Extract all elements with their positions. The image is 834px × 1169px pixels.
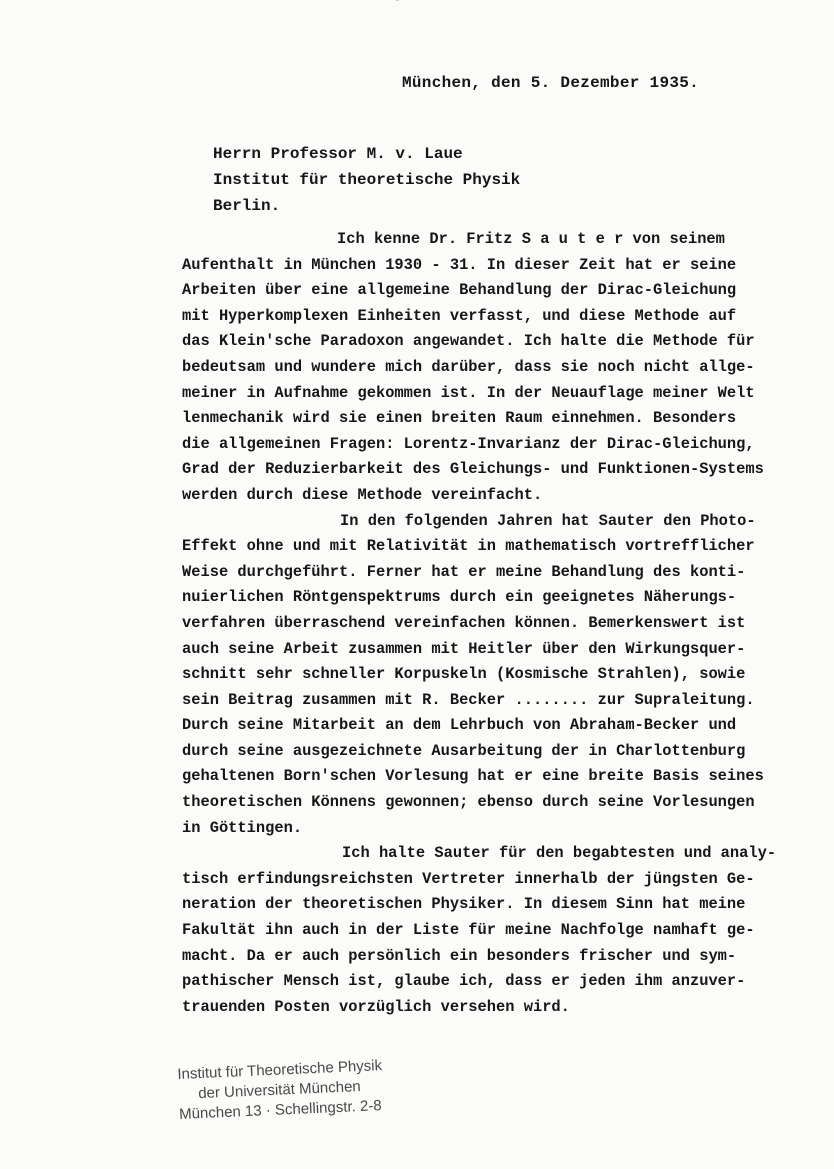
- body-line: in Göttingen.: [182, 818, 303, 837]
- body-line: nuierlichen Röntgenspektrums durch ein geeignetes Näherungs-: [182, 588, 737, 607]
- body-line: neration der theoretischen Physiker. In diesem Sinn hat meine: [182, 895, 746, 914]
- body-line: In den folgenden Jahren hat Sauter den Photo-: [340, 511, 756, 530]
- body-line: macht. Da er auch persönlich ein besonders frischer und sym-: [182, 946, 737, 965]
- body-line: lenmechanik wird sie einen breiten Raum einnehmen. Besonders: [182, 409, 737, 428]
- body-line: das Klein'sche Paradoxon angewandet. Ich halte die Methode für: [182, 332, 755, 351]
- body-line: Fakultät ihn auch in der Liste für meine Nachfolge namhaft ge-: [182, 921, 755, 940]
- body-line: werden durch diese Methode vereinfacht.: [182, 485, 543, 504]
- stamp-line: der Universität München: [197, 1078, 362, 1103]
- body-line: bedeutsam und wundere mich darüber, dass sie noch nicht allge-: [182, 357, 755, 376]
- body-line: trauenden Posten vorzüglich versehen wird.: [182, 997, 570, 1016]
- institute-stamp: [177, 1056, 384, 1125]
- body-line: Ich kenne Dr. Fritz S a u t e r von seinem: [337, 230, 725, 248]
- address-line: Herrn Professor M. v. Laue: [213, 145, 463, 163]
- body-line: meiner in Aufnahme gekommen ist. In der Neuauflage meiner Welt: [182, 383, 755, 402]
- body-line: auch seine Arbeit zusammen mit Heitler über den Wirkungsquer-: [182, 639, 746, 658]
- body-line: theoretischen Könnens gewonnen; ebenso durch seine Vorlesungen: [182, 793, 755, 812]
- letter-body: [182, 227, 827, 1020]
- body-line: verfahren überraschend vereinfachen können. Bemerkenswert ist: [182, 613, 746, 632]
- address-line: Berlin.: [213, 197, 281, 215]
- body-line: Grad der Reduzierbarkeit des Gleichungs- und Funktionen-Systems: [182, 460, 764, 479]
- stamp-line: München 13 · Schellingstr. 2-8: [178, 1097, 382, 1123]
- body-line: mit Hyperkomplexen Einheiten verfasst, und diese Methode auf: [182, 306, 737, 325]
- body-line: sein Beitrag zusammen mit R. Becker ........ zur Supraleitung.: [182, 690, 755, 709]
- body-line: die allgemeinen Fragen: Lorentz-Invarianz der Dirac-Gleichung,: [182, 434, 755, 453]
- body-line: Effekt ohne und mit Relativität in mathematisch vortrefflicher: [182, 537, 755, 556]
- body-line: Ich halte Sauter für den begabtesten und analy-: [342, 844, 777, 863]
- address-line: Institut für theoretische Physik: [213, 171, 521, 189]
- body-line: Durch seine Mitarbeit an dem Lehrbuch von Abraham-Becker und: [182, 716, 737, 735]
- body-line: tisch erfindungsreichsten Vertreter innerhalb der jüngsten Ge-: [182, 869, 755, 888]
- body-line: gehaltenen Born'schen Vorlesung hat er eine breite Basis seines: [182, 767, 764, 786]
- body-line: schnitt sehr schneller Korpuskeln (Kosmische Strahlen), sowie: [182, 665, 746, 684]
- scan-mark: ˘: [395, 0, 400, 9]
- body-line: Arbeiten über eine allgemeine Behandlung der Dirac-Gleichung: [182, 281, 737, 300]
- stamp-line: Institut für Theoretische Physik: [177, 1057, 383, 1083]
- body-line: pathischer Mensch ist, glaube ich, dass er jeden ihm anzuver-: [182, 972, 746, 991]
- body-line: Aufenthalt in München 1930 - 31. In dieser Zeit hat er seine: [182, 255, 737, 274]
- recipient-address: [213, 141, 520, 219]
- body-line: durch seine ausgezeichnete Ausarbeitung der in Charlottenburg: [182, 741, 746, 760]
- letter-date: München, den 5. Dezember 1935.: [402, 74, 700, 92]
- body-line: Weise durchgeführt. Ferner hat er meine Behandlung des konti-: [182, 562, 746, 581]
